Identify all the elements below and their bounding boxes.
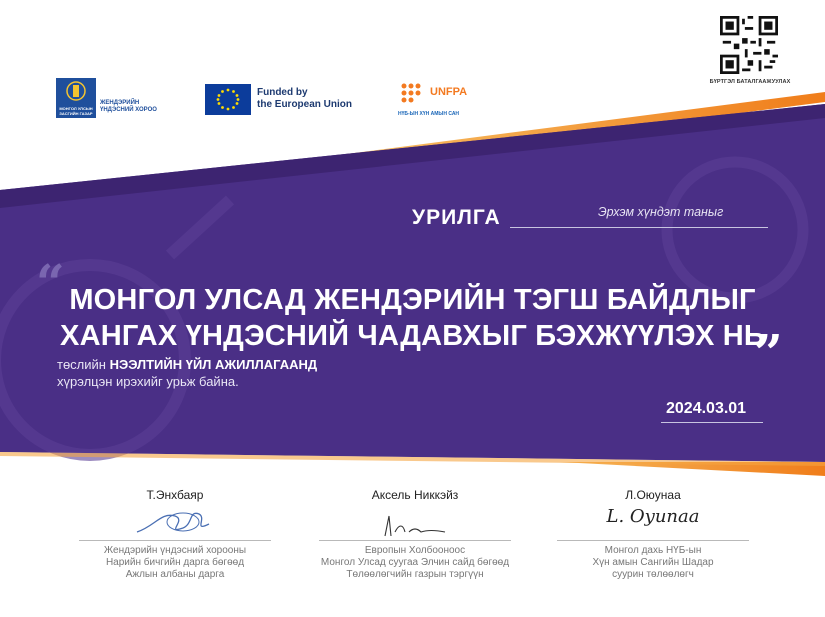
event-title-line-1: МОНГОЛ УЛСАД ЖЕНДЭРИЙН ТЭГШ БАЙДЛЫГ xyxy=(69,284,756,316)
signature-scribble-icon xyxy=(65,502,285,540)
signatory-role: Монгол дахь НҮБ-ын Хүн амын Сангийн Шадар суурин төлөөлөгч xyxy=(592,545,714,580)
unfpa-caption: НҮБ-ЫН ХҮН АМЫН САН xyxy=(398,111,460,117)
signatory-name: Т.Энхбаяр xyxy=(146,488,204,502)
event-title xyxy=(0,282,825,354)
eu-funded-text: Funded by the European Union xyxy=(257,87,352,110)
signature-scribble-icon xyxy=(305,502,525,540)
registration-qr-code[interactable] xyxy=(720,16,778,74)
event-title-line-2: ХАНГАХ ҮНДЭСНИЙ ЧАДАВХЫГ БЭХЖҮҮЛЭХ НЬ xyxy=(60,320,765,352)
subtitle-line-2: хүрэлцэн ирэхийг урьж байна. xyxy=(57,374,239,389)
signature-2 xyxy=(305,502,525,540)
signatory-name: Аксель Никкэйз xyxy=(371,488,459,502)
qr-caption: БҮРТГЭЛ БАТАЛГААЖУУЛАХ xyxy=(709,79,791,85)
signatory-2 xyxy=(305,488,525,581)
gender-committee-logo xyxy=(56,78,176,122)
signatory-role: Жендэрийн үндэсний хорооны Нарийн бичгийн дарга бөгөөд Ажлын албаны дарга xyxy=(103,545,247,580)
signatory-1 xyxy=(65,488,285,581)
invitation-subtitle xyxy=(57,356,317,390)
svg-text:”: ” xyxy=(754,323,783,382)
signature-3 xyxy=(543,502,763,540)
unfpa-dots-icon xyxy=(400,82,428,108)
svg-text:“: “ xyxy=(36,253,65,312)
date-underline xyxy=(661,422,763,423)
subtitle-prefix: төслийн xyxy=(57,357,110,372)
signatory-3 xyxy=(543,488,763,581)
event-date: 2024.03.01 xyxy=(666,400,747,417)
unfpa-name: UNFPA xyxy=(430,86,468,98)
signatory-name: Л.Оюунаа xyxy=(625,488,681,502)
greeting-text: Эрхэм хүндэт таныг xyxy=(598,205,724,219)
unfpa-logo xyxy=(398,80,508,120)
gender-committee-name: ЖЕНДЭРИЙН ҮНДЭСНИЙ ХОРОО xyxy=(100,100,157,113)
subtitle-bold: НЭЭЛТИЙН ҮЙЛ АЖИЛЛАГААНД xyxy=(109,357,318,372)
invitation-heading: УРИЛГА xyxy=(412,206,501,229)
mongolia-emblem-icon: МОНГОЛ УЛСЫН ЗАСГИЙН ГАЗАР xyxy=(56,78,96,118)
signature-script: L. Oyunaa xyxy=(606,506,700,527)
signature-1 xyxy=(65,502,285,540)
eu-logo xyxy=(205,84,365,118)
signatory-role: Европын Холбооноос Монгол Улсад суугаа Элчин сайд бөгөөд Төлөөлөгчийн газрын тэргүүн xyxy=(320,545,510,580)
eu-flag-icon xyxy=(205,84,251,115)
heading-underline xyxy=(510,227,768,228)
